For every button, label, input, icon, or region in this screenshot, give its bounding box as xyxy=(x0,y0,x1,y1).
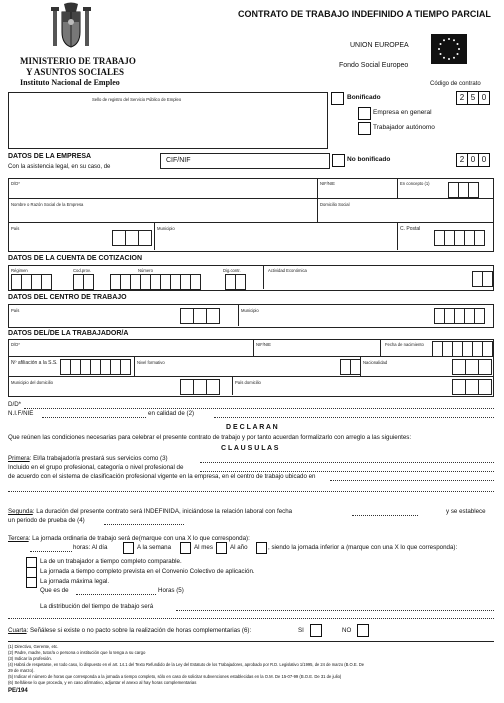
empresa-razon-label: Nombre o Razón Social de la Empresa xyxy=(11,202,84,207)
centro-pais-boxes[interactable] xyxy=(180,308,220,324)
al-anio-checkbox[interactable] xyxy=(256,542,267,554)
actividad-label: Actividad Económica xyxy=(268,268,307,273)
cod-prov-label: Cod.prov. xyxy=(73,268,91,273)
bonificado-code[interactable]: 2 5 0 xyxy=(456,91,490,105)
empresa-general-label: Empresa en general xyxy=(373,109,432,116)
opt4-line[interactable] xyxy=(76,594,156,595)
empresa-nif-label: NIF/NIE xyxy=(320,181,335,186)
opt3-checkbox[interactable] xyxy=(26,577,37,588)
distribucion-line[interactable] xyxy=(176,610,494,611)
empresa-concepto-boxes[interactable] xyxy=(448,182,479,198)
empresa-domicilio-label: Domicilio Social xyxy=(320,202,350,207)
trab-municipio-label: Municipio del domicilio xyxy=(11,380,53,385)
actividad-boxes[interactable] xyxy=(472,271,493,287)
trab-municipio-boxes[interactable] xyxy=(180,379,220,395)
autonomo-label: Trabajador autónomo xyxy=(373,124,435,131)
footnote-4b: 29 de marzo). xyxy=(8,668,35,673)
trab-pais-boxes[interactable] xyxy=(452,379,492,395)
empresa-subtitle: Con la asistencia legal, en su caso, de xyxy=(8,164,111,170)
empresa-municipio-label: Municipio xyxy=(157,226,175,231)
primera-row-2: Incluido en el grupo profesional, categoría o nivel profesional de xyxy=(8,464,184,471)
ministry-line2: Y ASUNTOS SOCIALES xyxy=(26,67,125,77)
decl-calidad: en calidad de (2) xyxy=(148,410,195,417)
regimen-label: Régimen xyxy=(11,268,28,273)
stamp-label: Sello de registro del Servicio Público de Empleo xyxy=(92,97,182,102)
bonificado-label: Bonificado xyxy=(347,94,381,101)
institute-name: Instituto Nacional de Empleo xyxy=(20,78,120,87)
footnote-4: (4) Habrá de respetarse, en todo caso, lo dispuesto en el art. 14.1 del Texto Refundido de la Ley del Estatuto de los Trabajadores, aprobado por R.D. Legislativo 1/1995, de 24 de marzo (B.O.E. De xyxy=(8,662,365,667)
trab-afiliacion-boxes[interactable] xyxy=(60,359,131,375)
centro-section-title: DATOS DEL CENTRO DE TRABAJO xyxy=(8,294,127,301)
a-la-semana-label: A la semana xyxy=(137,544,172,551)
regimen-boxes[interactable] xyxy=(11,274,52,290)
siendo-label: , siendo la jornada inferior a (marque con una X lo que corresponda): xyxy=(268,544,458,551)
opt1-label: La de un trabajador a tiempo completo comparable. xyxy=(40,558,182,565)
cotizacion-section-title: DATOS DE LA CUENTA DE COTIZACION xyxy=(8,255,143,262)
horas-al-dia-label: horas: Al día xyxy=(73,544,108,551)
opt2-label: La jornada a tiempo completo prevista en el Convenio Colectivo de aplicación. xyxy=(40,568,255,575)
distribucion-label: La distribución del tiempo de trabajo será xyxy=(40,603,154,610)
bonificado-checkbox[interactable] xyxy=(331,92,344,105)
trab-fecha-label: Fecha de nacimiento xyxy=(385,342,424,347)
cuarta-row: Cuarta: Señálese si existe o no pacto sobre la realización de horas complementarias (6): xyxy=(8,627,252,634)
empresa-cpostal-label: C. Postal xyxy=(400,226,421,232)
centro-cpostal-boxes[interactable] xyxy=(434,308,485,324)
al-mes-checkbox[interactable] xyxy=(216,542,227,554)
trab-afiliacion-label: Nº afiliación a la S.S. xyxy=(11,360,58,366)
segunda-row-1b: y se establece xyxy=(446,508,486,515)
trab-nif-label: NIF/NIE xyxy=(256,342,271,347)
numero-label: Número xyxy=(138,268,153,273)
no-bonificado-checkbox[interactable] xyxy=(332,154,345,167)
no-bonificado-label: No bonificado xyxy=(347,156,391,163)
clausulas-heading: C L A U S U L A S xyxy=(221,445,279,452)
footnote-divider xyxy=(8,641,494,642)
primera-row-3: de acuerdo con el sistema de clasificación profesional vigente en la empresa, en el centro de trabajo ubicado en xyxy=(8,473,316,480)
autonomo-checkbox[interactable] xyxy=(358,122,371,135)
opt4-label: Que es de xyxy=(40,587,69,594)
cif-label: CIF/NIF xyxy=(166,157,191,164)
empresa-general-checkbox[interactable] xyxy=(358,107,371,120)
numero-boxes[interactable] xyxy=(110,274,201,290)
footnote-2: (2) Padre, madre, tutor/a o persona o institución que lo tenga a su cargo xyxy=(8,650,146,655)
si-checkbox[interactable] xyxy=(310,624,322,637)
declaran-heading: D E C L A R A N xyxy=(226,424,278,431)
tercera-row: Tercera: La jornada ordinaria de trabajo será de(marque con una X lo que corresponda): xyxy=(8,535,250,542)
footnote-1: (1) Directivo, Gerente, etc. xyxy=(8,644,59,649)
segunda-row-2: un periodo de prueba de (4) xyxy=(8,517,85,524)
si-label: SI xyxy=(298,627,304,634)
decl-nif: N.I.F/NIE xyxy=(8,410,34,417)
eu-flag-icon xyxy=(431,34,467,64)
contract-code-label: Código de contrato xyxy=(430,81,481,87)
decl-nif-line[interactable] xyxy=(42,417,146,418)
centro-pais-label: País xyxy=(11,308,20,313)
empresa-dni-label: D/D* xyxy=(11,181,20,186)
no-label: NO xyxy=(342,627,352,634)
footnote-3: (3) Indicar la profesión. xyxy=(8,656,52,661)
footnote-6: (6) Señálese lo que proceda, y en caso afirmativo, adjuntar el anexo al hay horas complementarias xyxy=(8,680,197,685)
trab-pais-label: País domicilio xyxy=(235,380,261,385)
trabajador-section-title: DATOS DEL/DE LA TRABAJADOR/A xyxy=(8,330,129,337)
al-mes-label: Al mes xyxy=(194,544,213,551)
trab-fecha-boxes[interactable] xyxy=(432,341,493,357)
empresa-pais-boxes[interactable] xyxy=(112,230,152,246)
dig-contr-label: Dig.contr. xyxy=(223,268,241,273)
decl-dd-line[interactable] xyxy=(24,408,494,409)
coat-of-arms-icon xyxy=(48,2,94,52)
declaran-text: Que reúnen las condiciones necesarias para celebrar el presente contrato de trabajo y por tanto acuerdan formalizarlo con arreglo a las siguientes: xyxy=(8,434,412,441)
trab-nacionalidad-boxes[interactable] xyxy=(452,359,492,375)
cod-prov-boxes[interactable] xyxy=(73,274,94,290)
eu-label: UNION EUROPEA xyxy=(350,42,409,49)
decl-calidad-line[interactable] xyxy=(214,417,494,418)
empresa-grid xyxy=(8,178,494,252)
trab-nivel-boxes[interactable] xyxy=(340,359,361,375)
horas5-label: Horas (5) xyxy=(158,587,184,594)
footnote-5: (5) Indicar el número de horas que corresponda a la jornada a tiempo completo, sólo en caso de solicitar subvenciones establecidas en la O.M. De 15-07-99 (B.O.E. De 31 de julio) xyxy=(8,674,342,679)
primera-row: Primera: El/la trabajador/a prestará sus servicios como (3) xyxy=(8,455,168,462)
al-anio-label: Al año xyxy=(230,544,248,551)
empresa-section-title: DATOS DE LA EMPRESA xyxy=(8,153,92,160)
no-bonificado-code[interactable]: 2 0 0 xyxy=(456,153,490,167)
a-la-semana-checkbox[interactable] xyxy=(180,542,191,554)
dig-contr-boxes[interactable] xyxy=(225,274,246,290)
segunda-row: Segunda: La duración del presente contrato será INDEFINIDA, iniciándose la relación laboral con fecha xyxy=(8,508,293,515)
al-dia-checkbox[interactable] xyxy=(123,542,134,554)
trab-nivel-label: Nivel formativo xyxy=(137,360,165,365)
page-title: CONTRATO DE TRABAJO INDEFINIDO A TIEMPO PARCIAL xyxy=(238,9,491,19)
trab-dni-label: D/D* xyxy=(11,342,20,347)
decl-dd: D/D* xyxy=(8,401,22,408)
ministry-line1: MINISTERIO DE TRABAJO xyxy=(20,56,136,66)
trab-nacionalidad-label: Nacionalidad xyxy=(363,360,388,365)
opt3-label: La jornada máxima legal. xyxy=(40,578,110,585)
centro-municipio-label: Municipio xyxy=(241,308,259,313)
no-checkbox[interactable] xyxy=(357,624,369,637)
fund-label: Fondo Social Europeo xyxy=(339,62,409,69)
empresa-cpostal-boxes[interactable] xyxy=(434,230,485,246)
empresa-pais-label: País xyxy=(11,226,20,231)
empresa-concepto-label: En concepto (1) xyxy=(400,181,430,186)
form-code: PE/194 xyxy=(8,688,28,694)
